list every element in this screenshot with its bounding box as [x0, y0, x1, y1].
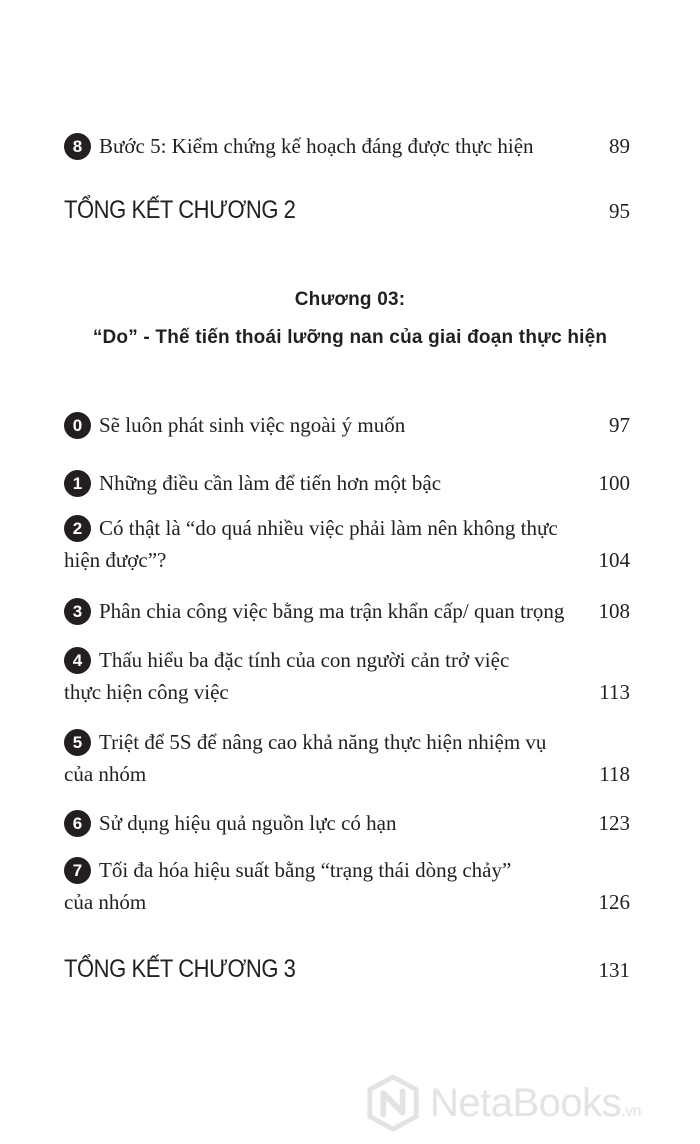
entry-number-badge: 8	[64, 133, 91, 160]
entry-number-badge: 1	[64, 470, 91, 497]
entry-page-number: 89	[609, 134, 630, 158]
summary-title: TỔNG KẾT CHƯƠNG 2	[64, 196, 296, 224]
toc-entry	[64, 130, 630, 162]
toc-entry	[64, 854, 630, 918]
toc-entry	[64, 726, 630, 790]
entry-title-continuation: của nhóm	[64, 890, 147, 914]
chapter-title: “Do” - Thế tiến thoái lưỡng nan của giai đoạn thực hiện	[92, 327, 608, 348]
summary-page-number: 131	[598, 958, 630, 982]
chapter-summary-3	[64, 955, 630, 984]
toc-entry	[64, 512, 630, 576]
entry-title: Tối đa hóa hiệu suất bằng “trạng thái dòng chảy”	[99, 858, 512, 882]
entry-title: Bước 5: Kiểm chứng kế hoạch đáng được thực hiện	[99, 134, 534, 158]
entry-number-badge: 2	[64, 515, 91, 542]
entry-title-continuation: hiện được”?	[64, 548, 167, 572]
entry-page-number: 97	[609, 413, 630, 437]
entry-title: Sẽ luôn phát sinh việc ngoài ý muốn	[99, 413, 406, 437]
toc-entry	[64, 467, 630, 499]
summary-page-number: 95	[609, 199, 630, 223]
entry-number-badge: 4	[64, 647, 91, 674]
entry-page-number: 113	[599, 680, 630, 704]
netabooks-logo-icon	[364, 1074, 422, 1132]
entry-title: Những điều cần làm để tiến hơn một bậc	[99, 471, 442, 495]
entry-number-badge: 6	[64, 810, 91, 837]
entry-number-badge: 7	[64, 857, 91, 884]
entry-title: Thấu hiểu ba đặc tính của con người cản trở việc	[99, 648, 510, 672]
toc-entry	[64, 644, 630, 708]
entry-title: Sử dụng hiệu quả nguồn lực có hạn	[99, 811, 397, 835]
entry-title: Phân chia công việc bằng ma trận khẩn cấp/ quan trọng	[99, 599, 565, 623]
toc-entry	[64, 595, 630, 627]
entry-title-continuation: của nhóm	[64, 762, 147, 786]
entry-number-badge: 0	[64, 412, 91, 439]
toc-entry	[64, 807, 630, 839]
chapter-label: Chương 03:	[294, 289, 406, 310]
entry-title: Có thật là “do quá nhiều việc phải làm nên không thực	[99, 516, 558, 540]
toc-entry	[64, 409, 630, 441]
entry-page-number: 108	[598, 599, 630, 623]
entry-title: Triệt để 5S để nâng cao khả năng thực hiện nhiệm vụ	[99, 730, 547, 754]
entry-number-badge: 5	[64, 729, 91, 756]
entry-page-number: 126	[598, 890, 630, 914]
summary-title: TỔNG KẾT CHƯƠNG 3	[64, 955, 296, 983]
watermark-text: NetaBooks.vn	[430, 1080, 642, 1125]
entry-title-continuation: thực hiện công việc	[64, 680, 229, 704]
entry-page-number: 118	[599, 762, 630, 786]
entry-page-number: 100	[598, 471, 630, 495]
entry-page-number: 123	[598, 811, 630, 835]
entry-number-badge: 3	[64, 598, 91, 625]
chapter-summary-2	[64, 196, 630, 225]
watermark	[364, 1068, 700, 1138]
entry-page-number: 104	[598, 548, 630, 572]
